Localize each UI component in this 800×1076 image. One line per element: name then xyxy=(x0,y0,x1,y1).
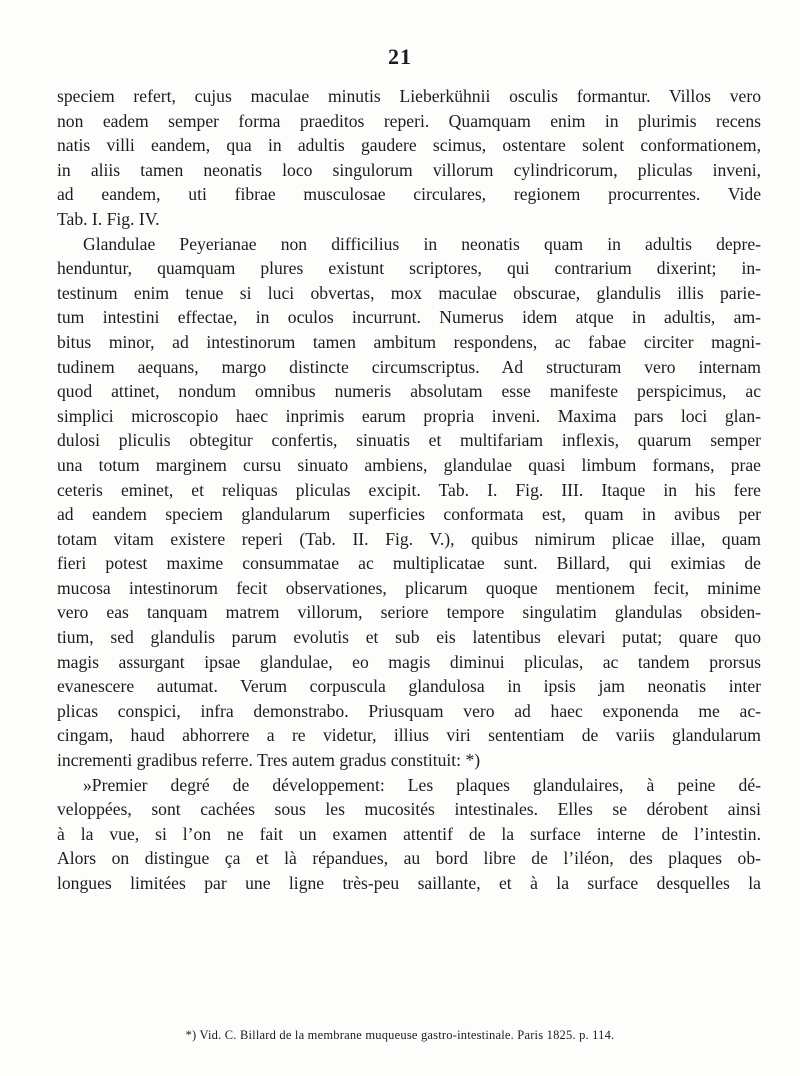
text-line: totam vitam existere reperi (Tab. II. Fig. V.), quibus nimirum plicae illae, quam xyxy=(57,528,761,549)
text-line: vero eas tanquam matrem villorum, seriore tempore singulatim glandulas obsiden- xyxy=(57,602,761,623)
text-line: Glandulae Peyerianae non difficilius in neonatis quam in adultis depre- xyxy=(83,233,761,254)
text-line: Tab. I. Fig. IV. xyxy=(57,208,160,229)
text-line: henduntur, quamquam plures existunt scriptores, qui contrarium dixerint; in- xyxy=(57,258,761,279)
text-line: ad eandem, uti fibrae musculosae circulares, regionem procurrentes. Vide xyxy=(57,184,761,205)
text-line: non eadem semper forma praeditos reperi. Quamquam enim in plurimis recens xyxy=(57,110,761,131)
text-line: natis villi eandem, qua in adultis gaudere scimus, ostentare solent conformationem, xyxy=(57,135,761,156)
page-number: 21 xyxy=(388,44,412,69)
text-line: plicas conspici, infra demonstrabo. Priusquam vero ad haec exponenda me ac- xyxy=(57,700,761,721)
quote-line: veloppées, sont cachées sous les mucosités intestinales. Elles se dérobent ainsi xyxy=(57,799,761,820)
quote-line: à la vue, si l’on ne fait un examen attentif de la surface interne de l’intestin. xyxy=(57,823,761,844)
quote-line: longues limitées par une ligne très-peu saillante, et à la surface desquelles la xyxy=(57,873,761,893)
text-line: dulosi pliculis obtegitur confertis, sinuatis et multifariam inflexis, quarum semper xyxy=(57,430,761,451)
text-line: testinum enim tenue si luci obvertas, mox maculae obscurae, glandulis illis parie- xyxy=(57,282,761,303)
text-line: ad eandem speciem glandularum superficies conformata est, quam in avibus per xyxy=(57,504,761,525)
body-text xyxy=(57,84,761,896)
text-line: quod attinet, nondum omnibus numeris absolutam esse manifeste perspicimus, ac xyxy=(57,381,761,402)
quote-line: Alors on distingue ça et là répandues, au bord libre de l’iléon, des plaques ob- xyxy=(57,848,761,869)
text-line: in aliis tamen neonatis loco singulorum villorum cylindricorum, pliculas inveni, xyxy=(57,159,761,180)
text-line: tum intestini effectae, in oculos incurrunt. Numerus idem atque in adultis, am- xyxy=(57,307,761,328)
text-line: bitus minor, ad intestinorum tamen ambitum respondens, ac fabae circiter magni- xyxy=(57,331,761,352)
text-line: speciem refert, cujus maculae minutis Lieberkühnii osculis formantur. Villos vero xyxy=(57,86,761,106)
text-line: magis assurgant ipsae glandulae, eo magis diminui pliculas, ac tandem prorsus xyxy=(57,651,761,672)
text-line: fieri potest maxime consummatae ac multiplicatae sunt. Billard, qui eximias de xyxy=(57,553,761,574)
text-line: cingam, haud abhorrere a re videtur, illius viri sententiam de variis glandularum xyxy=(57,725,761,746)
text-line: ceteris eminet, et reliquas pliculas excipit. Tab. I. Fig. III. Itaque in his fere xyxy=(57,479,761,500)
footnote: *) Vid. C. Billard de la membrane muqueuse gastro-intestinale. Paris 1825. p. 114. xyxy=(185,1028,615,1042)
text-line: incrementi gradibus referre. Tres autem gradus constituit: *) xyxy=(57,750,481,771)
text-line: mucosa intestinorum fecit observationes, plicarum quoque mentionem fecit, minime xyxy=(57,577,761,598)
text-line: simplici microscopio haec inprimis earum propria inveni. Maxima pars loci glan- xyxy=(57,405,761,426)
text-line: tudinem aequans, margo distincte circumscriptus. Ad structuram vero internam xyxy=(57,356,761,377)
text-line: una totum marginem cursu sinuato ambiens, glandulae quasi limbum formans, prae xyxy=(57,454,761,475)
quote-line: »Premier degré de développement: Les plaques glandulaires, à peine dé- xyxy=(83,774,761,795)
text-line: tium, sed glandulis parum evolutis et sub eis latentibus elevari putat; quare quo xyxy=(57,627,761,648)
text-line: evanescere autumat. Verum corpuscula glandulosa in ipsis jam neonatis inter xyxy=(57,676,761,697)
